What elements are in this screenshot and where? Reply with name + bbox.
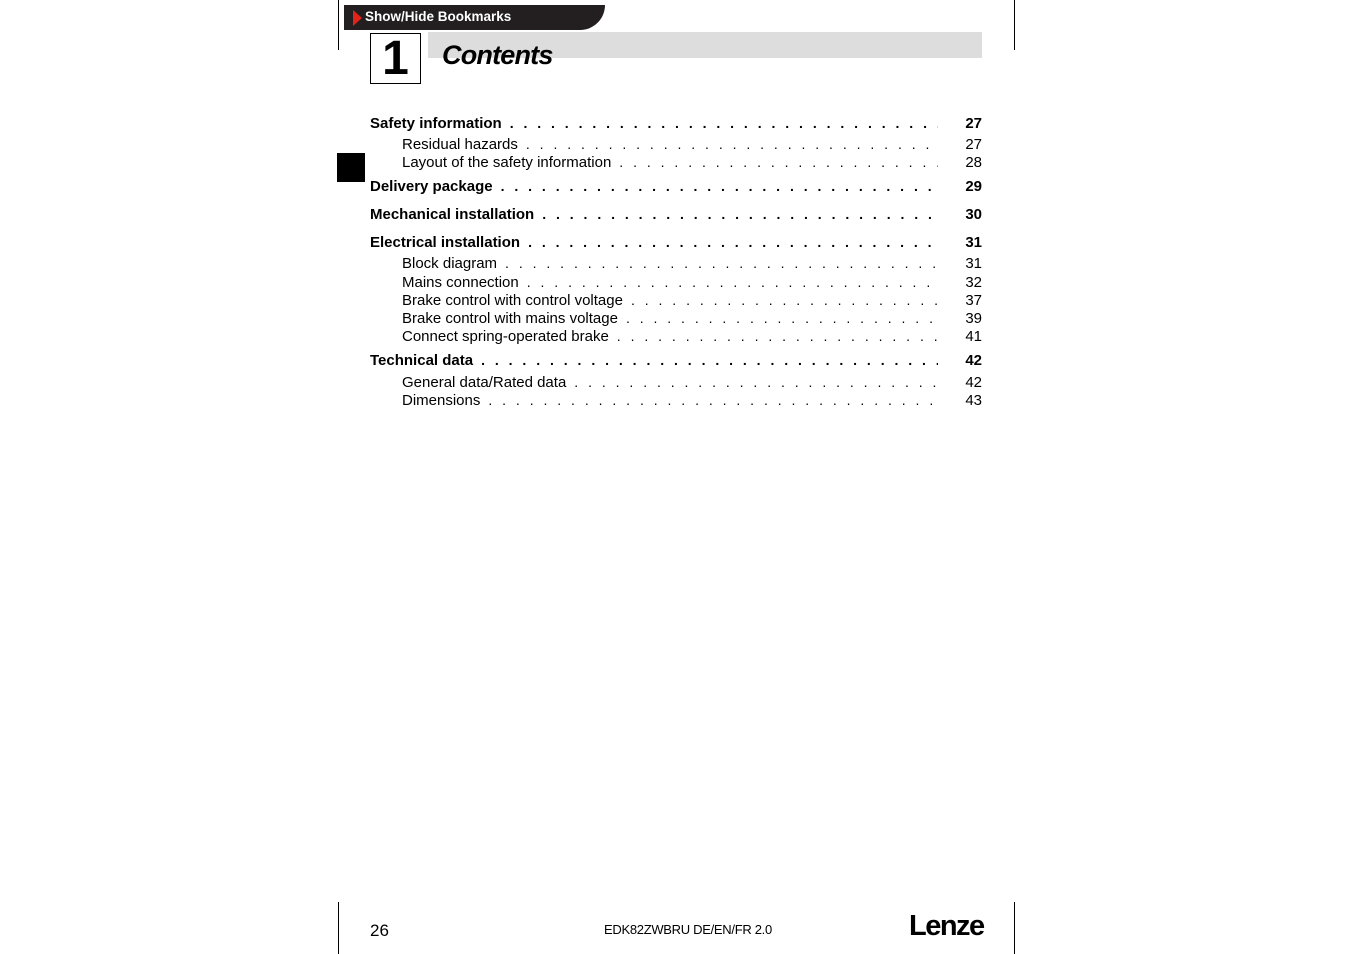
toc-entry-brake-control-control-voltage[interactable] [402, 291, 982, 309]
toc-page-number: 42 [965, 374, 982, 391]
crop-mark-top-left [338, 0, 339, 50]
toc-entry-layout-safety-information[interactable] [402, 153, 982, 171]
toc-entry-text: Mains connection [402, 274, 519, 291]
toc-entry-brake-control-mains-voltage[interactable] [402, 309, 982, 327]
toc-page-number: 31 [965, 255, 982, 272]
footer-page-number: 26 [370, 921, 389, 940]
page-title: Contents [442, 40, 553, 70]
toc-page-number: 39 [965, 310, 982, 327]
toc-entry-text: Residual hazards [402, 136, 518, 153]
toc-entry-dimensions[interactable] [402, 391, 982, 409]
toc-page-number: 27 [965, 115, 982, 132]
toc-entry-text: Layout of the safety information [402, 154, 612, 171]
dot-leader [510, 114, 938, 132]
dot-leader [501, 177, 938, 195]
dot-leader [505, 254, 938, 272]
dot-leader [488, 391, 938, 409]
show-hide-bookmarks-button[interactable] [344, 5, 605, 30]
triangle-right-icon [353, 10, 362, 26]
toc-entry-text: Delivery package [370, 178, 493, 195]
toc-page-number: 42 [965, 352, 982, 369]
bookmarks-label: Show/Hide Bookmarks [365, 9, 512, 24]
dot-leader [542, 205, 938, 223]
toc-entry-text: Brake control with mains voltage [402, 310, 618, 327]
toc-page-number: 28 [965, 154, 982, 171]
toc-entry-technical-data[interactable] [370, 351, 982, 369]
toc-entry-safety-information[interactable] [370, 114, 982, 132]
toc-entry-text: Dimensions [402, 392, 481, 409]
lenze-logo: Lenze [909, 910, 984, 942]
toc-page-number: 30 [965, 206, 982, 223]
footer-document-id: EDK82ZWBRU DE/EN/FR 2.0 [604, 922, 772, 937]
dot-leader [574, 373, 938, 391]
crop-mark-top-right [1014, 0, 1015, 50]
toc-entry-general-data-rated-data[interactable] [402, 373, 982, 391]
crop-mark-bottom-right [1014, 902, 1015, 954]
toc-page-number: 43 [965, 392, 982, 409]
dot-leader [481, 351, 938, 369]
toc-entry-mains-connection[interactable] [402, 273, 982, 291]
crop-mark-bottom-left [338, 902, 339, 954]
toc-entry-text: Technical data [370, 352, 474, 369]
toc-entry-residual-hazards[interactable] [402, 135, 982, 153]
toc-page-number: 29 [965, 178, 982, 195]
toc-entry-connect-spring-operated-brake[interactable] [402, 327, 982, 345]
toc-entry-text: Electrical installation [370, 234, 521, 251]
toc-page-number: 27 [965, 136, 982, 153]
dot-leader [528, 233, 938, 251]
dot-leader [526, 135, 938, 153]
toc-entry-text: Brake control with control voltage [402, 292, 623, 309]
chapter-tab-marker [337, 153, 365, 182]
toc-entry-delivery-package[interactable] [370, 177, 982, 195]
toc-entry-text: Block diagram [402, 255, 498, 272]
dot-leader [617, 327, 938, 345]
toc-entry-text: General data/Rated data [402, 374, 567, 391]
toc-entry-text: Mechanical installation [370, 206, 535, 223]
chapter-number: 1 [370, 33, 421, 84]
dot-leader [619, 153, 938, 171]
dot-leader [626, 309, 938, 327]
dot-leader [527, 273, 938, 291]
toc-entry-mechanical-installation[interactable] [370, 205, 982, 223]
toc-entry-text: Connect spring-operated brake [402, 328, 609, 345]
dot-leader [631, 291, 938, 309]
toc-entry-electrical-installation[interactable] [370, 233, 982, 251]
toc-page-number: 41 [965, 328, 982, 345]
toc-page-number: 31 [965, 234, 982, 251]
toc-entry-block-diagram[interactable] [402, 254, 982, 272]
toc-page-number: 37 [965, 292, 982, 309]
toc-page-number: 32 [965, 274, 982, 291]
toc-entry-text: Safety information [370, 115, 502, 132]
